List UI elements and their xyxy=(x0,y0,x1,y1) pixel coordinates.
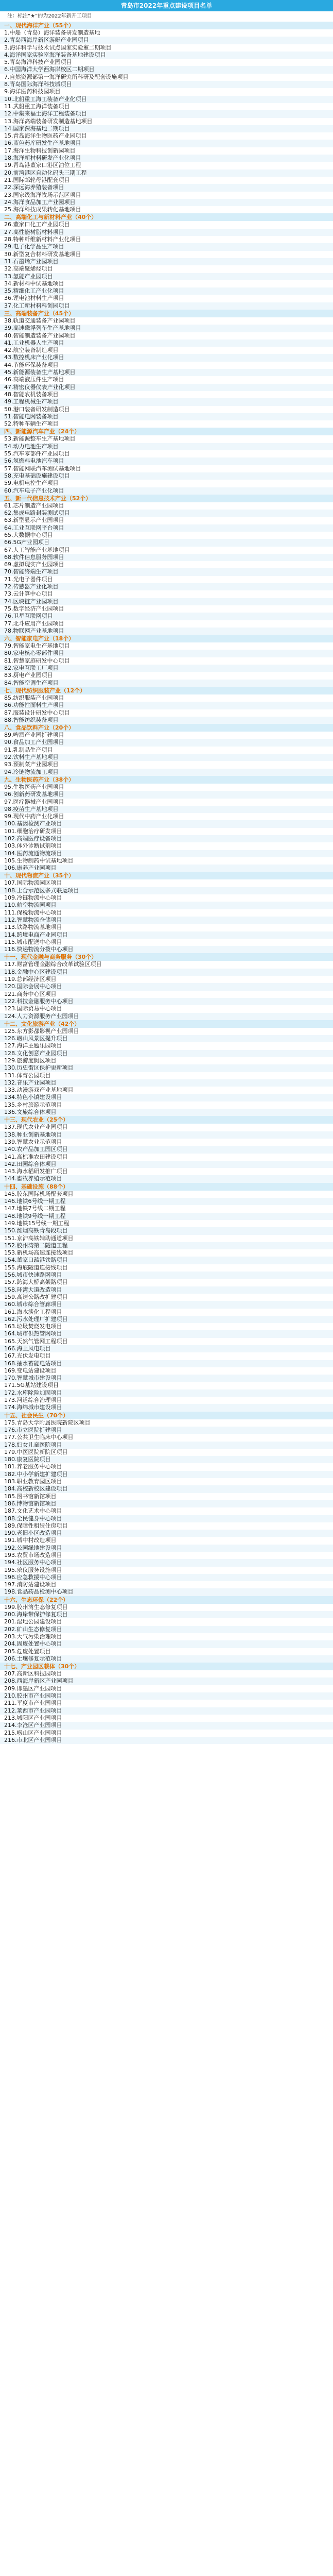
list-item: 98.疫苗生产基地项目 xyxy=(0,806,333,813)
list-item: 132.音乐产业园项目 xyxy=(0,1079,333,1087)
list-item: 72.传感器产业化项目 xyxy=(0,583,333,590)
list-item: 124.人力资源服务产业园项目 xyxy=(0,1013,333,1020)
list-item: 83.厨电产业园项目 xyxy=(0,672,333,679)
list-item: 66.5G产业园项目 xyxy=(0,539,333,546)
list-item: 136.文旅综合体项目 xyxy=(0,1109,333,1116)
section-heading: 九、生物医药产业（38个） xyxy=(0,776,333,784)
section xyxy=(0,776,333,872)
list-item: 122.科技金融服务中心项目 xyxy=(0,998,333,1005)
list-item: 137.现代农业产业园项目 xyxy=(0,1124,333,1131)
section-heading: 十一、现代金融与商务服务（30个） xyxy=(0,953,333,961)
list-item: 216.市北区产业园项目 xyxy=(0,1737,333,1744)
section-heading: 十、现代物流产业（35个） xyxy=(0,872,333,879)
list-item: 176.市立医院扩建项目 xyxy=(0,1427,333,1434)
list-item: 110.航空物流园项目 xyxy=(0,902,333,909)
list-item: 2.青岛西海岸新区游艇产业园项目 xyxy=(0,37,333,44)
list-item: 213.城阳区产业园项目 xyxy=(0,1715,333,1722)
section-items xyxy=(0,879,333,953)
list-item: 16.蓝色药库研发生产基地项目 xyxy=(0,140,333,147)
list-item: 32.高端聚烯烃项目 xyxy=(0,265,333,273)
list-item: 37.化工新材料科创园项目 xyxy=(0,302,333,310)
list-item: 162.污水处理厂扩建项目 xyxy=(0,1316,333,1323)
list-item: 203.大气污染治理项目 xyxy=(0,1633,333,1640)
section-items xyxy=(0,732,333,776)
section-items xyxy=(0,1670,333,1744)
list-item: 64.工业互联网平台项目 xyxy=(0,524,333,532)
list-item: 181.养老服务中心项目 xyxy=(0,1463,333,1470)
section-heading: 一、现代海洋产业（55个） xyxy=(0,22,333,29)
section-items xyxy=(0,961,333,1020)
section-items xyxy=(0,29,333,213)
list-item: 48.智能农机装备项目 xyxy=(0,391,333,398)
list-item: 187.文化艺术中心项目 xyxy=(0,1507,333,1515)
list-item: 159.高速公路改扩建项目 xyxy=(0,1294,333,1301)
list-item: 34.新材料中试基地项目 xyxy=(0,280,333,287)
list-item: 163.垃圾焚烧发电项目 xyxy=(0,1323,333,1330)
list-item: 197.消防站建设项目 xyxy=(0,1581,333,1588)
section-heading: 八、食品饮料产业（20个） xyxy=(0,724,333,732)
list-item: 188.全民健身中心项目 xyxy=(0,1515,333,1522)
section xyxy=(0,22,333,213)
list-item: 121.商务中心区项目 xyxy=(0,991,333,998)
list-item: 27.高性能树脂材料项目 xyxy=(0,229,333,236)
list-item: 18.海洋新材料研发产业化项目 xyxy=(0,155,333,162)
list-item: 62.集成电路封装测试项目 xyxy=(0,510,333,517)
section xyxy=(0,310,333,428)
section-heading: 四、新能源汽车产业（24个） xyxy=(0,428,333,435)
section-items xyxy=(0,435,333,494)
list-item: 140.农产品加工园区项目 xyxy=(0,1146,333,1153)
list-item: 43.数控机床产业化项目 xyxy=(0,354,333,361)
list-item: 109.冷链物流中心项目 xyxy=(0,894,333,902)
list-item: 160.城市综合管廊项目 xyxy=(0,1301,333,1308)
list-item: 186.博物馆新馆项目 xyxy=(0,1500,333,1507)
section xyxy=(0,1116,333,1182)
list-item: 42.航空装备制造项目 xyxy=(0,347,333,354)
list-item: 184.高校新校区建设项目 xyxy=(0,1485,333,1493)
list-item: 189.保障性租赁住房项目 xyxy=(0,1522,333,1530)
project-list xyxy=(0,22,333,1744)
list-item: 8.青岛国际海洋科技城项目 xyxy=(0,81,333,88)
list-item: 23.国家级海洋牧场示范区项目 xyxy=(0,192,333,199)
list-item: 24.海洋食品加工产业园项目 xyxy=(0,199,333,206)
list-item: 91.乳制品生产项目 xyxy=(0,747,333,754)
list-item: 102.高端医疗设备项目 xyxy=(0,835,333,842)
list-item: 171.5G基站建设项目 xyxy=(0,1382,333,1389)
section-heading: 二、高端化工与新材料产业（40个） xyxy=(0,213,333,221)
list-item: 44.节能环保装备项目 xyxy=(0,362,333,369)
list-item: 63.新型显示产业园项目 xyxy=(0,517,333,524)
list-item: 22.深远海养殖装备项目 xyxy=(0,184,333,191)
list-item: 74.区块链产业园项目 xyxy=(0,598,333,605)
section-items xyxy=(0,694,333,724)
list-item: 133.动漫游戏产业基地项目 xyxy=(0,1087,333,1094)
list-item: 116.快递物流分拨中心项目 xyxy=(0,946,333,953)
list-item: 21.国际邮轮母港配套项目 xyxy=(0,177,333,184)
list-item: 130.历史街区保护更新项目 xyxy=(0,1064,333,1072)
list-item: 51.智能电网装备项目 xyxy=(0,413,333,420)
section-items xyxy=(0,1419,333,1596)
list-item: 104.医药流通物流项目 xyxy=(0,850,333,857)
list-item: 12.中集来福士海洋工程装备项目 xyxy=(0,110,333,117)
section-items xyxy=(0,1191,333,1412)
list-item: 33.氢能产业园项目 xyxy=(0,273,333,280)
list-item: 50.港口装备研发制造项目 xyxy=(0,406,333,413)
list-item: 67.人工智能产业基地项目 xyxy=(0,547,333,554)
list-item: 76.卫星互联网项目 xyxy=(0,613,333,620)
list-item: 207.高新区科技园项目 xyxy=(0,1670,333,1677)
list-item: 14.国家深海基地二期项目 xyxy=(0,125,333,132)
list-item: 178.妇女儿童医院项目 xyxy=(0,1442,333,1449)
section xyxy=(0,1183,333,1412)
list-item: 73.云计算中心项目 xyxy=(0,590,333,598)
list-item: 180.康复医院项目 xyxy=(0,1456,333,1463)
list-item: 167.光伏发电项目 xyxy=(0,1352,333,1360)
list-item: 215.崂山区产业园项目 xyxy=(0,1730,333,1737)
list-item: 69.虚拟现实产业园项目 xyxy=(0,561,333,568)
list-item: 11.武船重工海洋装备项目 xyxy=(0,103,333,110)
list-item: 5.青岛海洋科技产业园项目 xyxy=(0,59,333,66)
list-item: 29.电子化学品生产项目 xyxy=(0,243,333,250)
list-item: 41.工业机器人生产项目 xyxy=(0,340,333,347)
section xyxy=(0,495,333,635)
list-item: 169.变电站建设项目 xyxy=(0,1367,333,1375)
section-heading: 十三、现代农业（25个） xyxy=(0,1116,333,1124)
section xyxy=(0,724,333,776)
list-item: 59.电机电控生产项目 xyxy=(0,480,333,487)
list-item: 79.智能家电生产基地项目 xyxy=(0,642,333,650)
section xyxy=(0,1663,333,1744)
section-items xyxy=(0,221,333,310)
list-item: 1.中船（青岛）海洋装备研发制造基地 xyxy=(0,29,333,37)
list-item: 75.数字经济产业园项目 xyxy=(0,605,333,613)
list-item: 129.旅游度假区项目 xyxy=(0,1057,333,1064)
section-items xyxy=(0,784,333,872)
list-item: 170.智慧城市建设项目 xyxy=(0,1375,333,1382)
list-item: 82.家电互联工厂项目 xyxy=(0,665,333,672)
list-item: 85.纺织服装产业园项目 xyxy=(0,694,333,702)
list-item: 145.胶东国际机场配套项目 xyxy=(0,1191,333,1198)
list-item: 150.潍烟高铁青岛段项目 xyxy=(0,1227,333,1234)
list-item: 57.智能网联汽车测试基地项目 xyxy=(0,465,333,472)
list-item: 157.跨海大桥高架路项目 xyxy=(0,1279,333,1286)
section-items xyxy=(0,502,333,635)
list-item: 113.铁路物流基地项目 xyxy=(0,924,333,931)
list-item: 54.动力电池生产项目 xyxy=(0,443,333,450)
section-heading: 十二、文化旅游产业（42个） xyxy=(0,1020,333,1028)
list-item: 212.莱西市产业园项目 xyxy=(0,1707,333,1715)
list-item: 120.国际会展中心项目 xyxy=(0,983,333,990)
section-heading: 六、智能家电产业（18个） xyxy=(0,635,333,642)
section-items xyxy=(0,317,333,428)
list-item: 153.新机场高速连接线项目 xyxy=(0,1249,333,1257)
section-items xyxy=(0,1028,333,1116)
list-item: 6.中国海洋大学西海岸校区二期项目 xyxy=(0,66,333,73)
list-item: 86.功能性面料生产项目 xyxy=(0,702,333,709)
list-item: 90.食品加工产业园项目 xyxy=(0,739,333,746)
list-item: 196.应急救援中心项目 xyxy=(0,1574,333,1581)
list-item: 127.海洋主题乐园项目 xyxy=(0,1042,333,1049)
list-item: 155.海底隧道连接线项目 xyxy=(0,1264,333,1272)
list-item: 123.国际贸易中心项目 xyxy=(0,1005,333,1012)
section xyxy=(0,687,333,724)
list-item: 194.社区服务中心项目 xyxy=(0,1559,333,1566)
list-item: 192.公园绿地建设项目 xyxy=(0,1545,333,1552)
list-item: 10.北船重工海工装备产业化项目 xyxy=(0,96,333,103)
section-heading: 五、新一代信息技术产业（52个） xyxy=(0,495,333,502)
page-note: 注：标注“★”的为2022年新开工项目 xyxy=(0,11,333,22)
list-item: 173.河道综合治理项目 xyxy=(0,1397,333,1404)
list-item: 96.创新药研发基地项目 xyxy=(0,791,333,798)
list-item: 135.乡村旅游示范项目 xyxy=(0,1101,333,1109)
section xyxy=(0,213,333,310)
list-item: 95.生物医药产业园项目 xyxy=(0,784,333,791)
list-item: 147.地铁7号线二期工程 xyxy=(0,1205,333,1212)
section-heading: 三、高端装备产业（45个） xyxy=(0,310,333,317)
list-item: 71.光电子器件项目 xyxy=(0,576,333,583)
list-item: 107.国际物流园区项目 xyxy=(0,879,333,887)
list-item: 161.海水淡化工程项目 xyxy=(0,1309,333,1316)
list-item: 80.家电核心零部件项目 xyxy=(0,650,333,657)
section-heading: 十五、社会民生（70个） xyxy=(0,1412,333,1419)
list-item: 126.崂山风景区提升项目 xyxy=(0,1035,333,1042)
page-title: 青岛市2022年重点建设项目名单 xyxy=(0,0,333,11)
list-item: 97.医疗器械产业园项目 xyxy=(0,799,333,806)
section xyxy=(0,1412,333,1596)
list-item: 142.田园综合体项目 xyxy=(0,1161,333,1168)
section xyxy=(0,953,333,1020)
list-item: 36.锂电池材料生产项目 xyxy=(0,295,333,302)
list-item: 118.金融中心区建设项目 xyxy=(0,969,333,976)
list-item: 7.自然资源部第一海洋研究所科研及配套设施项目 xyxy=(0,74,333,81)
list-item: 209.即墨区产业园项目 xyxy=(0,1685,333,1692)
section-items xyxy=(0,1604,333,1663)
list-item: 38.轨道交通装备产业园项目 xyxy=(0,317,333,325)
list-item: 210.胶州市产业园项目 xyxy=(0,1692,333,1700)
list-item: 68.软件信息服务园项目 xyxy=(0,554,333,561)
list-item: 208.西海岸新区产业园项目 xyxy=(0,1677,333,1685)
list-item: 211.平度市产业园项目 xyxy=(0,1700,333,1707)
list-item: 204.固废处置中心项目 xyxy=(0,1640,333,1648)
list-item: 117.财富管理金融综合改革试验区项目 xyxy=(0,961,333,968)
list-item: 144.畜牧养殖示范项目 xyxy=(0,1175,333,1182)
list-item: 77.北斗应用产业园项目 xyxy=(0,620,333,628)
list-item: 156.城市快速路网项目 xyxy=(0,1272,333,1279)
list-item: 182.中小学新建扩建项目 xyxy=(0,1471,333,1478)
list-item: 165.天然气管网工程项目 xyxy=(0,1338,333,1345)
list-item: 114.跨境电商产业园项目 xyxy=(0,931,333,939)
list-item: 139.智慧农业示范项目 xyxy=(0,1139,333,1146)
list-item: 195.殡仪服务设施项目 xyxy=(0,1567,333,1574)
list-item: 30.新型复合材料研发基地项目 xyxy=(0,251,333,258)
list-item: 87.服装设计研发中心项目 xyxy=(0,709,333,717)
list-item: 103.体外诊断试剂项目 xyxy=(0,842,333,850)
list-item: 70.智能终端生产项目 xyxy=(0,568,333,575)
list-item: 106.康养产业园项目 xyxy=(0,865,333,872)
list-item: 88.智能纺织装备项目 xyxy=(0,717,333,724)
section-items xyxy=(0,642,333,687)
list-item: 199.胶州湾生态修复项目 xyxy=(0,1604,333,1611)
list-item: 19.青岛港董家口港区泊位工程 xyxy=(0,162,333,169)
list-item: 84.智能空调生产项目 xyxy=(0,680,333,687)
list-item: 111.保税物流中心项目 xyxy=(0,909,333,917)
list-item: 15.青岛海洋生物医药产业园项目 xyxy=(0,132,333,140)
list-item: 146.地铁6号线一期工程 xyxy=(0,1198,333,1205)
list-item: 105.生物制药中试基地项目 xyxy=(0,857,333,865)
section-items xyxy=(0,1124,333,1182)
list-item: 128.文化创意产业园项目 xyxy=(0,1050,333,1057)
list-item: 100.基因检测产业项目 xyxy=(0,820,333,827)
list-item: 20.前湾港区自动化码头三期工程 xyxy=(0,170,333,177)
list-item: 175.青岛大学附属医院新院区项目 xyxy=(0,1419,333,1427)
list-item: 193.农贸市场改造项目 xyxy=(0,1552,333,1559)
list-item: 108.上合示范区多式联运项目 xyxy=(0,887,333,894)
list-item: 61.芯片制造产业园项目 xyxy=(0,502,333,510)
section xyxy=(0,428,333,494)
list-item: 101.细胞治疗研发项目 xyxy=(0,828,333,835)
section xyxy=(0,635,333,687)
list-item: 206.土壤修复示范项目 xyxy=(0,1655,333,1663)
list-item: 89.啤酒产业园扩建项目 xyxy=(0,732,333,739)
list-item: 191.城中村改造项目 xyxy=(0,1537,333,1544)
list-item: 81.智慧家庭研发中心项目 xyxy=(0,657,333,665)
list-item: 214.李沧区产业园项目 xyxy=(0,1722,333,1729)
list-item: 56.氢燃料电池汽车项目 xyxy=(0,457,333,465)
list-item: 40.智能制造装备产业园项目 xyxy=(0,332,333,340)
list-item: 49.工程机械生产项目 xyxy=(0,398,333,405)
list-item: 168.抽水蓄能电站项目 xyxy=(0,1360,333,1367)
list-item: 45.新能源装备生产基地项目 xyxy=(0,369,333,376)
list-item: 28.特种纤维新材料产业化项目 xyxy=(0,236,333,243)
list-item: 141.高标准农田建设项目 xyxy=(0,1154,333,1161)
list-item: 151.京沪高铁辅助通道项目 xyxy=(0,1235,333,1242)
list-item: 26.董家口化工产业园项目 xyxy=(0,221,333,228)
section xyxy=(0,872,333,953)
list-item: 39.高速磁浮列车生产基地项目 xyxy=(0,325,333,332)
list-item: 183.职业教育园区项目 xyxy=(0,1478,333,1485)
list-item: 93.预制菜产业园项目 xyxy=(0,761,333,768)
list-item: 99.现代中药产业化项目 xyxy=(0,813,333,820)
list-item: 164.城市供热管网项目 xyxy=(0,1330,333,1337)
list-item: 149.地铁15号线一期工程 xyxy=(0,1220,333,1227)
list-item: 17.海洋生物科技创新园项目 xyxy=(0,147,333,155)
list-item: 205.危废处置项目 xyxy=(0,1648,333,1655)
list-item: 47.精密仪器仪表产业化项目 xyxy=(0,384,333,391)
list-item: 60.汽车电子产业化项目 xyxy=(0,487,333,495)
list-item: 94.冷链物流加工项目 xyxy=(0,769,333,776)
section-heading: 十七、产业园区载体（30个） xyxy=(0,1663,333,1670)
list-item: 148.地铁9号线一期工程 xyxy=(0,1213,333,1220)
list-item: 25.海洋科技成果转化基地项目 xyxy=(0,206,333,213)
list-item: 154.董家口疏港铁路项目 xyxy=(0,1257,333,1264)
list-item: 172.水库除险加固项目 xyxy=(0,1389,333,1397)
list-item: 9.海洋医药科技园项目 xyxy=(0,88,333,95)
list-item: 202.矿山生态修复项目 xyxy=(0,1626,333,1633)
section-heading: 十四、基础设施（88个） xyxy=(0,1183,333,1191)
list-item: 190.老旧小区改造项目 xyxy=(0,1530,333,1537)
list-item: 78.物联网产业基地项目 xyxy=(0,628,333,635)
section xyxy=(0,1596,333,1663)
section-heading: 十六、生态环保（22个） xyxy=(0,1596,333,1604)
list-item: 92.饮料生产基地项目 xyxy=(0,754,333,761)
list-item: 65.大数据中心项目 xyxy=(0,532,333,539)
list-item: 53.新能源整车生产基地项目 xyxy=(0,435,333,443)
list-item: 35.精细化工产业化项目 xyxy=(0,287,333,295)
list-item: 125.东方影都影视产业园项目 xyxy=(0,1028,333,1035)
list-item: 115.城市配送中心项目 xyxy=(0,939,333,946)
list-item: 131.体育公园项目 xyxy=(0,1072,333,1079)
list-item: 52.特种车辆生产项目 xyxy=(0,420,333,428)
list-item: 134.特色小镇建设项目 xyxy=(0,1094,333,1101)
list-item: 177.公共卫生临床中心项目 xyxy=(0,1434,333,1441)
list-item: 13.海洋高端装备研发制造基地项目 xyxy=(0,118,333,125)
list-item: 179.中医医院新院区项目 xyxy=(0,1449,333,1456)
list-item: 201.湿地公园建设项目 xyxy=(0,1618,333,1625)
list-item: 166.海上风电项目 xyxy=(0,1345,333,1352)
list-item: 3.海洋科学与技术试点国家实验室二期项目 xyxy=(0,44,333,52)
list-item: 138.种业创新基地项目 xyxy=(0,1131,333,1139)
section-heading: 七、现代纺织服装产业（12个） xyxy=(0,687,333,694)
list-item: 4.海洋国家实验室海洋装备基地建设项目 xyxy=(0,52,333,59)
list-item: 152.胶州湾第二隧道工程 xyxy=(0,1242,333,1249)
list-item: 198.食品药品检测中心项目 xyxy=(0,1588,333,1596)
list-item: 200.海岸带保护修复项目 xyxy=(0,1611,333,1618)
list-item: 58.充电基础设施建设项目 xyxy=(0,472,333,480)
list-item: 143.海水稻研发推广项目 xyxy=(0,1168,333,1175)
list-item: 185.图书馆新馆项目 xyxy=(0,1493,333,1500)
list-item: 119.总部经济区项目 xyxy=(0,976,333,983)
section xyxy=(0,1020,333,1116)
list-item: 46.高端液压件生产项目 xyxy=(0,376,333,383)
list-item: 158.环湾大道改造项目 xyxy=(0,1286,333,1294)
list-item: 31.石墨烯产业园项目 xyxy=(0,258,333,265)
list-item: 112.智慧物流仓储项目 xyxy=(0,917,333,924)
list-item: 174.海绵城市建设项目 xyxy=(0,1404,333,1411)
list-item: 55.汽车零部件产业园项目 xyxy=(0,450,333,457)
